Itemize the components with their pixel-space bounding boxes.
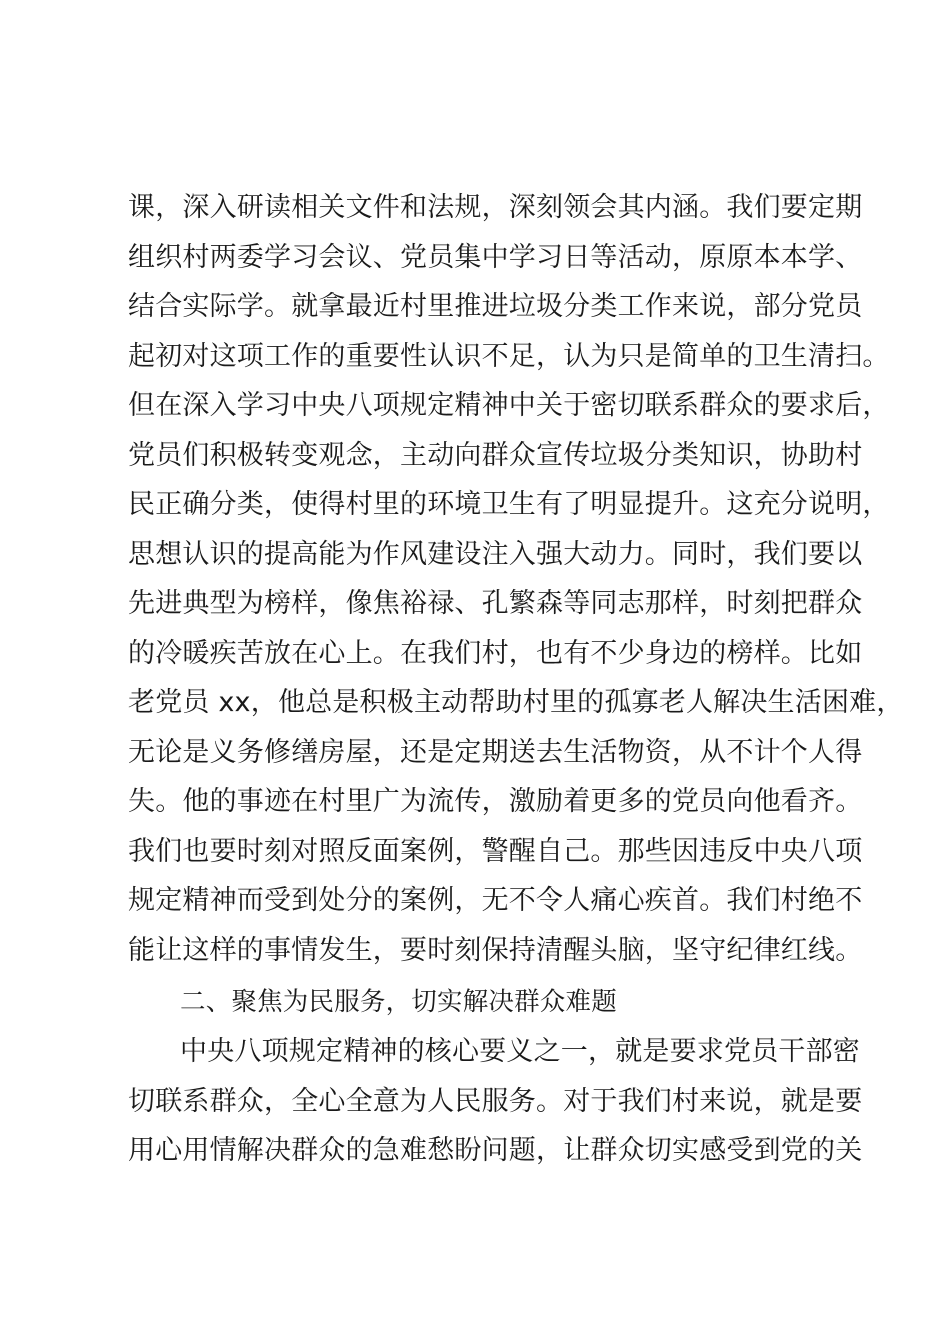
- document-body: [128, 183, 904, 1176]
- text-line: 规定精神而受到处分的案例，无不令人痛心疾首。我们村绝不: [128, 885, 863, 916]
- text-line: 失。他的事迹在村里广为流传，激励着更多的党员向他看齐。: [128, 786, 863, 817]
- text-line: 课，深入研读相关文件和法规，深刻领会其内涵。我们要定期: [128, 192, 863, 223]
- text-line: 的冷暖疾苦放在心上。在我们村，也有不少身边的榜样。比如: [128, 637, 863, 669]
- paragraph-1: [128, 183, 904, 975]
- text-line: 思想认识的提高能为作风建设注入强大动力。同时，我们要以: [128, 538, 863, 570]
- text-line: 切联系群众，全心全意为人民服务。对于我们村来说，就是要: [128, 1085, 863, 1117]
- text-line: 能让这样的事情发生，要时刻保持清醒头脑，坚守纪律红线。: [128, 934, 863, 966]
- text-line: 先进典型为榜样，像焦裕禄、孔繁森等同志那样，时刻把群众: [128, 588, 863, 619]
- text-line: 无论是义务修缮房屋，还是定期送去生活物资，从不计个人得: [128, 736, 863, 768]
- text-line: 中央八项规定精神的核心要义之一，就是要求党员干部密: [180, 1036, 860, 1067]
- text-line: 我们也要时刻对照反面案例，警醒自己。那些因违反中央八项: [128, 835, 863, 867]
- paragraph-2: [128, 1027, 863, 1176]
- text-line: 民正确分类，使得村里的环境卫生有了明显提升。这充分说明，: [128, 489, 890, 520]
- text-line: 但在深入学习中央八项规定精神中关于密切联系群众的要求后，: [128, 390, 890, 421]
- text-line: 起初对这项工作的重要性认识不足，认为只是简单的卫生清扫。: [128, 340, 890, 372]
- text-line: 组织村两委学习会议、党员集中学习日等活动，原原本本学、: [128, 241, 863, 273]
- text-line: 老党员 xx，他总是积极主动帮助村里的孤寡老人解决生活困难，: [128, 687, 904, 718]
- section-heading: 二、聚焦为民服务，切实解决群众难题: [180, 987, 617, 1017]
- text-line: 用心用情解决群众的急难愁盼问题，让群众切实感受到党的关: [128, 1135, 863, 1166]
- text-line: 结合实际学。就拿最近村里推进垃圾分类工作来说，部分党员: [128, 291, 863, 322]
- text-line: 党员们积极转变观念，主动向群众宣传垃圾分类知识，协助村: [128, 439, 863, 471]
